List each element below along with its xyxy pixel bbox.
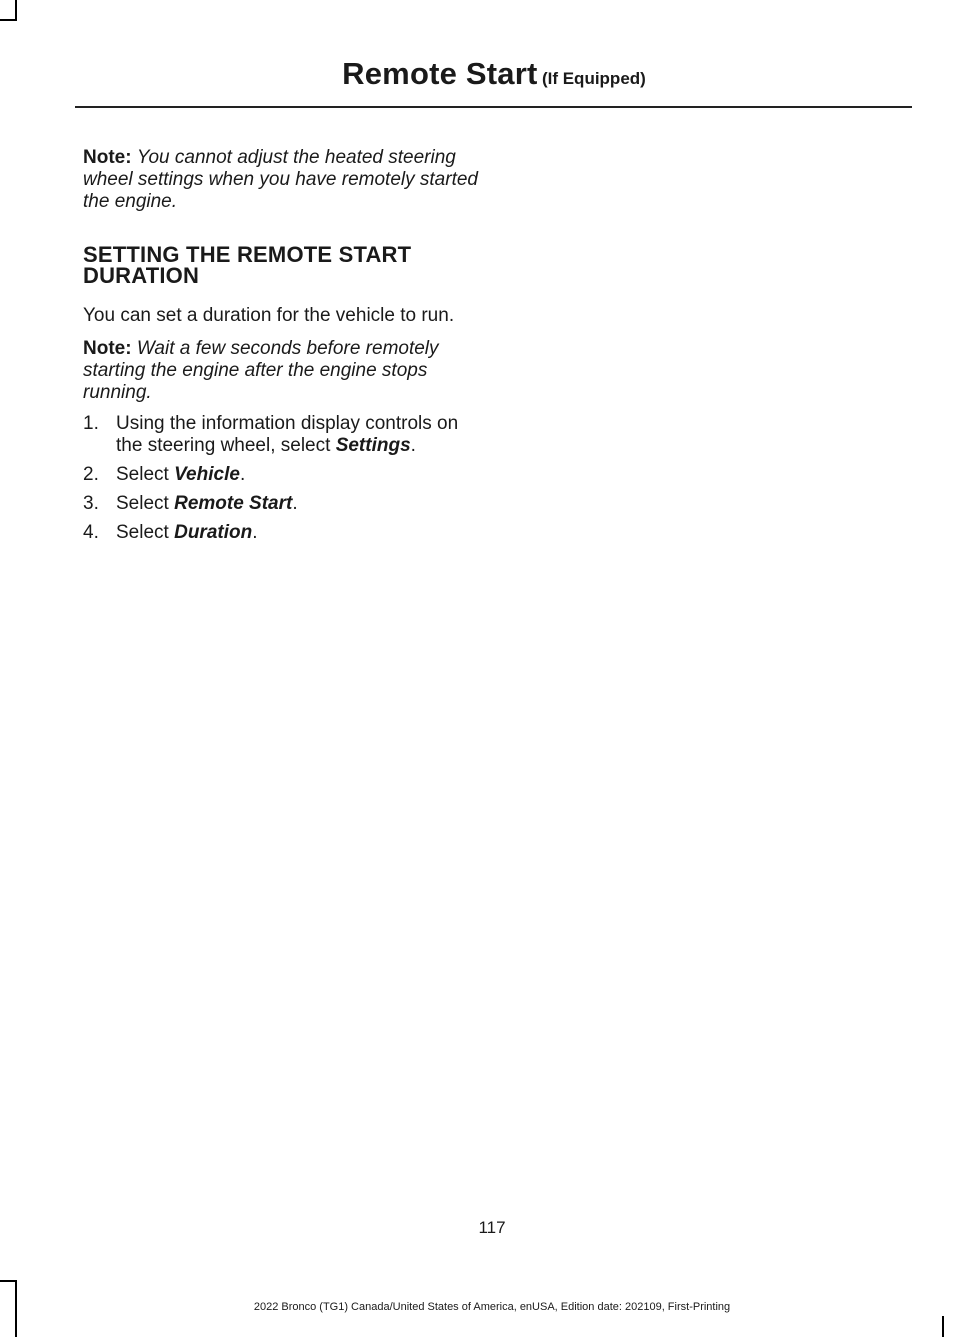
crop-mark-top-left-h xyxy=(0,19,17,21)
step-text: Using the information display controls on the steering wheel, select xyxy=(116,413,459,456)
page-header-subtitle: (If Equipped) xyxy=(541,69,646,88)
note-heated-steering xyxy=(83,147,478,213)
step-number: 4. xyxy=(83,522,99,543)
step-end: . xyxy=(239,464,246,485)
header-divider xyxy=(75,106,912,108)
list-item xyxy=(83,413,478,457)
page-header xyxy=(0,56,960,92)
step-text: Select xyxy=(116,464,175,485)
list-item xyxy=(83,464,478,486)
note-wait-seconds xyxy=(83,338,478,404)
step-emphasis: Vehicle xyxy=(174,464,240,485)
step-end: . xyxy=(252,522,258,543)
step-text: Select xyxy=(116,522,175,543)
step-end: . xyxy=(410,435,416,456)
note-text: You cannot adjust the heated steering wheel settings when you have remotely started the engine. xyxy=(83,147,478,212)
page-number: 117 xyxy=(478,1218,506,1237)
list-item xyxy=(83,522,478,544)
edition-footer: 2022 Bronco (TG1) Canada/United States of America, enUSA, Edition date: 202109, First-Printing xyxy=(253,1301,731,1313)
crop-mark-top-left-v xyxy=(15,0,17,21)
step-number: 2. xyxy=(83,464,99,485)
step-text: Select xyxy=(116,493,175,514)
step-emphasis: Duration xyxy=(174,522,253,543)
step-emphasis: Settings xyxy=(335,435,411,456)
note-label: Note: xyxy=(83,338,132,359)
crop-mark-bottom-left-h xyxy=(0,1280,17,1282)
steps-list xyxy=(83,413,478,544)
note-text: Wait a few seconds before remotely starting the engine after the engine stops running. xyxy=(83,338,439,403)
step-number: 1. xyxy=(83,413,99,434)
step-number: 3. xyxy=(83,493,99,514)
body-paragraph: You can set a duration for the vehicle to run. xyxy=(83,305,455,326)
main-content xyxy=(83,147,478,551)
list-item xyxy=(83,493,478,515)
page-header-title: Remote Start xyxy=(342,56,538,91)
section-heading: SETTING THE REMOTE START DURATION xyxy=(83,242,412,288)
step-emphasis: Remote Start xyxy=(174,493,293,514)
step-end: . xyxy=(292,493,298,514)
crop-mark-bottom-right-v xyxy=(942,1316,944,1337)
note-label: Note: xyxy=(83,147,132,168)
